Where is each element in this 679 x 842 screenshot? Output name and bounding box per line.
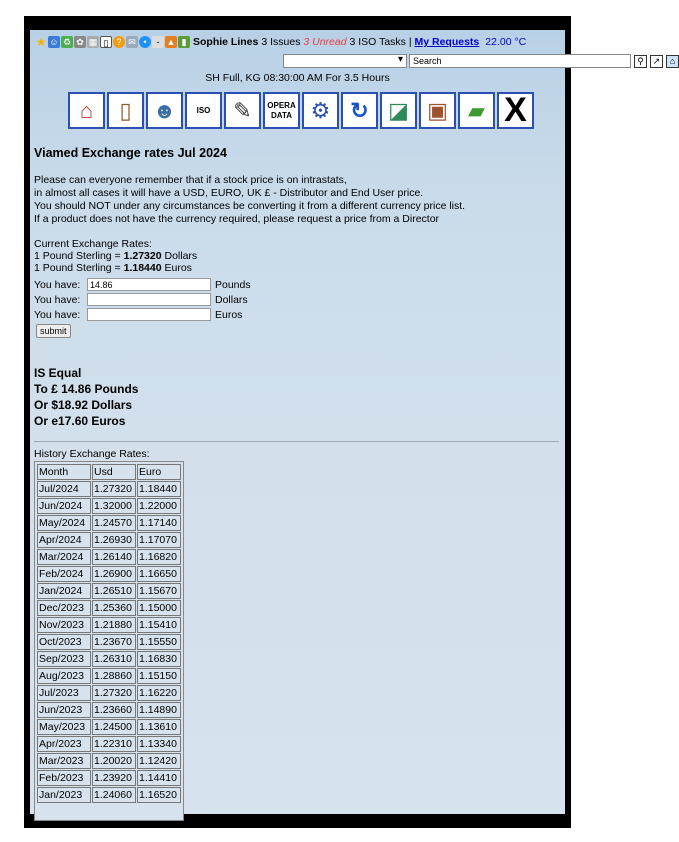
month-cell: Jul/2024 (37, 481, 91, 497)
table-row (37, 668, 181, 684)
euro-cell: 1.15410 (137, 617, 181, 633)
page-content (30, 30, 676, 814)
usd-cell: 1.27320 (92, 685, 136, 701)
page-title: Viamed Exchange rates Jul 2024 (34, 146, 227, 160)
euro-cell: 1.13610 (137, 719, 181, 735)
conversion-result (34, 365, 138, 429)
month-cell: Jun/2023 (37, 702, 91, 718)
temperature-readout: 22.00 °C (485, 36, 527, 48)
top-status-bar (35, 34, 563, 50)
current-rates-heading: Current Exchange Rates: (34, 238, 152, 250)
euro-cell: 1.16820 (137, 549, 181, 565)
magnifier-icon[interactable]: ⚲ (634, 55, 647, 68)
pounds-input[interactable] (87, 278, 211, 291)
month-cell: May/2024 (37, 515, 91, 531)
euro-cell: 1.17140 (137, 515, 181, 531)
month-cell: Feb/2024 (37, 566, 91, 582)
dollars-input[interactable] (87, 293, 211, 306)
usd-cell: 1.26930 (92, 532, 136, 548)
converter-form (34, 277, 251, 338)
history-table-body (37, 481, 181, 803)
usd-cell: 1.21880 (92, 617, 136, 633)
dollars-row (34, 292, 251, 307)
euro-cell: 1.15000 (137, 600, 181, 616)
month-cell: Oct/2023 (37, 634, 91, 650)
help-icon[interactable]: ? (113, 36, 125, 48)
iso-tasks-count[interactable]: 3 ISO Tasks (349, 36, 406, 48)
euro-cell: 1.15670 (137, 583, 181, 599)
opera-data-icon[interactable] (263, 92, 300, 129)
usd-cell: 1.24570 (92, 515, 136, 531)
usd-cell: 1.27320 (92, 481, 136, 497)
table-row (37, 736, 181, 752)
submit-button[interactable]: submit (36, 324, 71, 338)
history-table-wrapper (34, 461, 184, 821)
usd-cell: 1.23660 (92, 702, 136, 718)
euro-cell: 1.16220 (137, 685, 181, 701)
euro-cell: 1.16520 (137, 787, 181, 803)
chart-icon[interactable]: ▲ (166, 37, 176, 47)
refresh-icon[interactable]: ↻ (341, 92, 378, 129)
currency-notice (34, 174, 465, 226)
eur-rate-value: 1.18440 (123, 262, 162, 274)
external-link-icon[interactable]: ↗ (650, 55, 663, 68)
month-cell: Apr/2024 (37, 532, 91, 548)
usd-cell: 1.32000 (92, 498, 136, 514)
eur-rate-line: 1 Pound Sterling = 1.18440 Euros (34, 262, 192, 274)
my-requests-link[interactable]: My Requests (414, 36, 480, 48)
mail-icon[interactable]: ✉ (126, 36, 138, 48)
network-icon[interactable]: ⌂ (666, 55, 679, 68)
table-row (37, 787, 181, 803)
table-row (37, 651, 181, 667)
column-header-euro: Euro (137, 464, 181, 480)
result-line: IS Equal (34, 366, 82, 380)
euro-cell: 1.14890 (137, 702, 181, 718)
usd-cell: 1.20020 (92, 753, 136, 769)
chart-folder-icon[interactable]: ◪ (380, 92, 417, 129)
usd-rate-line: 1 Pound Sterling = 1.27320 Dollars (34, 250, 198, 262)
month-cell: Dec/2023 (37, 600, 91, 616)
table-row (37, 702, 181, 718)
table-row (37, 753, 181, 769)
euro-cell: 1.15550 (137, 634, 181, 650)
usd-cell: 1.22310 (92, 736, 136, 752)
month-cell: Jan/2023 (37, 787, 91, 803)
euro-cell: 1.12420 (137, 753, 181, 769)
euro-cell: 1.22000 (137, 498, 181, 514)
column-header-month: Month (37, 464, 91, 480)
usd-cell: 1.26510 (92, 583, 136, 599)
column-header-usd: Usd (92, 464, 136, 480)
iso-label: ISO (196, 105, 211, 115)
close-x-icon[interactable]: X (497, 92, 534, 129)
result-line: To £ 14.86 Pounds (34, 382, 139, 396)
search-row (283, 53, 679, 69)
pounds-unit: Pounds (215, 278, 251, 291)
notice-line: Please can everyone remember that if a stock price is on intrastats, (34, 174, 347, 186)
table-row (37, 617, 181, 633)
history-table (36, 463, 182, 804)
divider (34, 441, 559, 442)
user-icon[interactable]: ☺ (49, 37, 59, 47)
home-icon[interactable]: ⌂ (68, 92, 105, 129)
topbar-separator: | (408, 36, 412, 48)
main-icon-toolbar (68, 92, 536, 129)
table-row (37, 532, 181, 548)
euro-cell: 1.16830 (137, 651, 181, 667)
issues-count[interactable]: 3 Issues (261, 36, 301, 48)
month-cell: Apr/2023 (37, 736, 91, 752)
euros-unit: Euros (215, 308, 243, 321)
euros-label: You have: (34, 308, 81, 321)
table-row (37, 600, 181, 616)
divider-icon: - (152, 36, 164, 48)
euro-cell: 1.13340 (137, 736, 181, 752)
euros-input[interactable] (87, 308, 211, 321)
result-line: Or $18.92 Dollars (34, 398, 133, 412)
month-cell: Mar/2023 (37, 753, 91, 769)
dollars-label: You have: (34, 293, 81, 306)
euro-cell: 1.16650 (137, 566, 181, 582)
opera-data-label: OPERA DATA (267, 100, 296, 120)
table-row (37, 770, 181, 786)
month-cell: Mar/2024 (37, 549, 91, 565)
pounds-row (34, 277, 251, 292)
settings-gear-icon[interactable]: ⚙ (302, 92, 339, 129)
month-cell: Jan/2024 (37, 583, 91, 599)
month-cell: Jul/2023 (37, 685, 91, 701)
dollars-unit: Dollars (215, 293, 248, 306)
notice-line: in almost all cases it will have a USD, EURO, UK £ - Distributor and End User price. (34, 187, 424, 199)
calendar-icon[interactable]: ▦ (88, 37, 98, 47)
pounds-label: You have: (34, 278, 81, 291)
month-cell: Jun/2024 (37, 498, 91, 514)
usd-rate-value: 1.27320 (123, 250, 162, 262)
notice-line: If a product does not have the currency required, please request a price from a Director (34, 213, 440, 225)
table-row (37, 481, 181, 497)
euro-cell: 1.14410 (137, 770, 181, 786)
usd-cell: 1.25360 (92, 600, 136, 616)
euro-cell: 1.15150 (137, 668, 181, 684)
usd-cell: 1.24500 (92, 719, 136, 735)
usd-cell: 1.24060 (92, 787, 136, 803)
month-cell: Aug/2023 (37, 668, 91, 684)
table-row (37, 634, 181, 650)
package-box-icon[interactable]: ▣ (419, 92, 456, 129)
shift-info: SH Full, KG 08:30:00 AM For 3.5 Hours (205, 72, 390, 84)
table-row (37, 498, 181, 514)
green-book-icon[interactable]: ▰ (458, 92, 495, 129)
month-cell: Sep/2023 (37, 651, 91, 667)
table-row (37, 566, 181, 582)
euro-cell: 1.18440 (137, 481, 181, 497)
usd-cell: 1.26140 (92, 549, 136, 565)
table-row (37, 549, 181, 565)
month-cell: May/2023 (37, 719, 91, 735)
notice-line: You should NOT under any circumstances be converting it from a different currency price list. (34, 200, 466, 212)
iso-icon[interactable] (185, 92, 222, 129)
result-line: Or e17.60 Euros (34, 414, 126, 428)
user-name: Sophie Lines (193, 36, 259, 48)
document-icon[interactable]: ▯ (100, 36, 112, 48)
table-header-row (37, 464, 181, 480)
history-heading: History Exchange Rates: (34, 448, 150, 460)
search-input[interactable] (409, 54, 631, 68)
exit-door-icon[interactable]: ▯ (107, 92, 144, 129)
euro-cell: 1.17070 (137, 532, 181, 548)
usd-cell: 1.26310 (92, 651, 136, 667)
current-rates (34, 238, 197, 274)
pencil-document-icon[interactable]: ✎ (224, 92, 261, 129)
chat-icon[interactable]: • (139, 36, 151, 48)
unread-count[interactable]: 3 Unread (303, 36, 347, 48)
euros-row (34, 307, 251, 322)
month-cell: Feb/2023 (37, 770, 91, 786)
tools-icon[interactable]: ✿ (74, 36, 86, 48)
table-row (37, 583, 181, 599)
month-cell: Nov/2023 (37, 617, 91, 633)
usd-cell: 1.23670 (92, 634, 136, 650)
book-icon[interactable]: ▮ (178, 36, 190, 48)
usd-cell: 1.23920 (92, 770, 136, 786)
table-row (37, 515, 181, 531)
table-row (37, 685, 181, 701)
recycle-icon[interactable]: ♻ (62, 37, 72, 47)
search-scope-select[interactable] (283, 54, 407, 68)
usd-cell: 1.26900 (92, 566, 136, 582)
users-icon[interactable]: ☻ (146, 92, 183, 129)
table-row (37, 719, 181, 735)
star-icon[interactable]: ★ (35, 35, 47, 49)
usd-cell: 1.28860 (92, 668, 136, 684)
